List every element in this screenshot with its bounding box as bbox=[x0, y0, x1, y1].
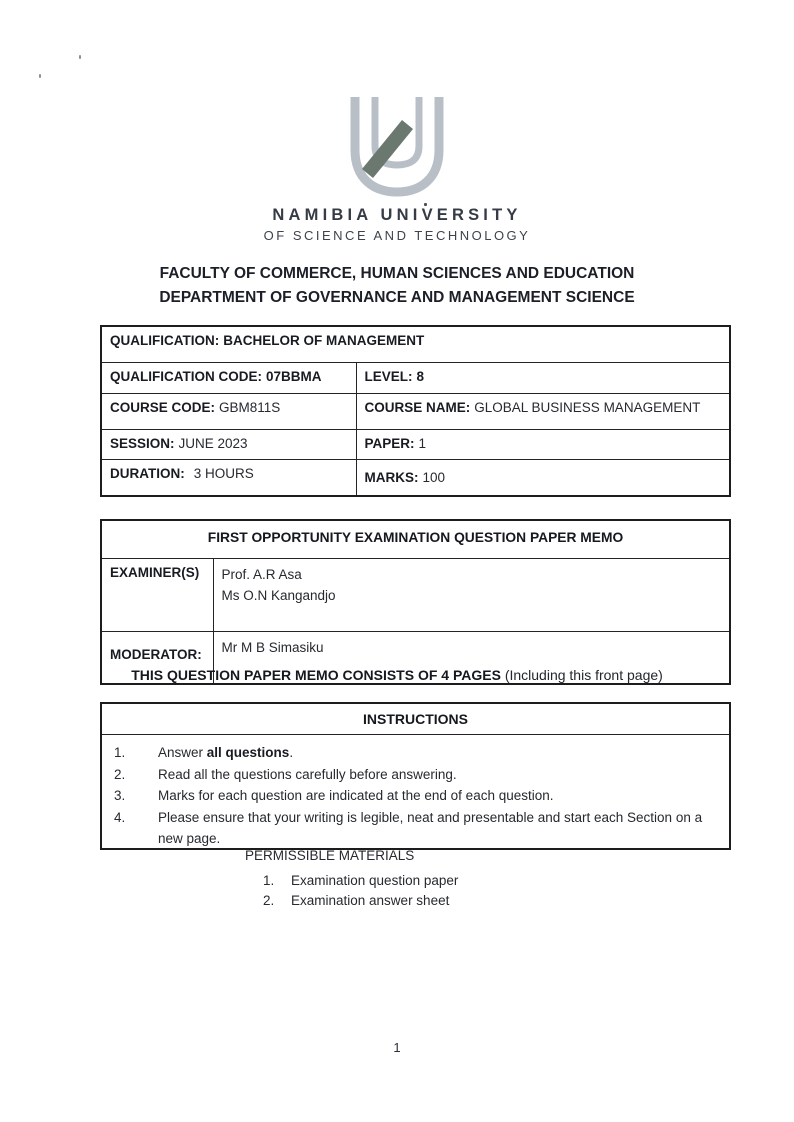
item-number: 1. bbox=[263, 873, 275, 888]
item-text: Read all the questions carefully before answering. bbox=[158, 766, 457, 782]
examiners-value-cell bbox=[213, 559, 730, 632]
qualification-code-label: QUALIFICATION CODE: bbox=[110, 369, 262, 384]
qualification-cell bbox=[101, 326, 730, 363]
qualification-value: BACHELOR OF MANAGEMENT bbox=[223, 333, 425, 348]
table-row bbox=[101, 326, 730, 363]
item-number: 2. bbox=[263, 892, 275, 908]
faculty-heading bbox=[0, 262, 794, 309]
permissible-title: PERMISSIBLE MATERIALS bbox=[245, 848, 415, 863]
permissible-materials bbox=[245, 846, 458, 910]
university-shield-logo bbox=[338, 93, 456, 203]
instructions-box bbox=[100, 702, 731, 850]
table-row bbox=[101, 363, 730, 394]
page-number: 1 bbox=[393, 1040, 401, 1055]
scan-speck bbox=[79, 55, 81, 59]
table-row bbox=[101, 460, 730, 497]
paper-cell bbox=[356, 430, 730, 460]
scan-speck bbox=[39, 74, 41, 78]
course-name-label: COURSE NAME: bbox=[364, 400, 471, 415]
department-line: DEPARTMENT OF GOVERNANCE AND MANAGEMENT SCIENCE bbox=[159, 288, 635, 306]
marks-value: 100 bbox=[422, 470, 446, 485]
list-item bbox=[114, 785, 715, 807]
instructions-list bbox=[102, 735, 729, 850]
permissible-list bbox=[245, 871, 458, 910]
session-cell bbox=[101, 430, 356, 460]
table-row bbox=[101, 520, 730, 559]
duration-value: 3 HOURS bbox=[193, 466, 254, 481]
item-number: 1. bbox=[114, 745, 126, 760]
list-item bbox=[263, 871, 458, 891]
list-item bbox=[263, 891, 458, 911]
exam-table-title: FIRST OPPORTUNITY EXAMINATION QUESTION PAPER MEMO bbox=[101, 520, 730, 559]
level-cell bbox=[356, 363, 730, 394]
item-number: 4. bbox=[114, 809, 126, 825]
list-item bbox=[114, 764, 715, 786]
pages-note bbox=[0, 667, 794, 683]
paper-value: 1 bbox=[418, 436, 427, 451]
item-text: Please ensure that your writing is legible, neat and presentable and start each Section on a new page. bbox=[158, 809, 703, 846]
qualification-code-value: 07BBMA bbox=[266, 369, 322, 384]
session-label: SESSION: bbox=[110, 436, 175, 451]
instructions-title: INSTRUCTIONS bbox=[102, 704, 729, 735]
duration-cell bbox=[101, 460, 356, 497]
level-label: LEVEL: bbox=[364, 369, 413, 384]
pages-note-normal: (Including this front page) bbox=[500, 667, 663, 683]
university-tagline: OF SCIENCE AND TECHNOLOGY bbox=[263, 228, 531, 243]
moderator-label: MODERATOR: bbox=[110, 647, 202, 662]
examiner-name: Prof. A.R Asa bbox=[221, 567, 302, 582]
qualification-label: QUALIFICATION: bbox=[110, 333, 220, 348]
course-info-table bbox=[100, 325, 731, 497]
diagonal-band bbox=[362, 120, 413, 178]
list-item bbox=[114, 807, 715, 850]
faculty-line: FACULTY OF COMMERCE, HUMAN SCIENCES AND EDUCATION bbox=[159, 265, 635, 282]
qualification-code-cell bbox=[101, 363, 356, 394]
table-row bbox=[101, 559, 730, 632]
item-text: Marks for each question are indicated at the end of each question. bbox=[158, 788, 554, 803]
examiner-name: Ms O.N Kangandjo bbox=[221, 588, 336, 603]
item-text: Examination answer sheet bbox=[291, 892, 450, 908]
paper-label: PAPER: bbox=[364, 436, 415, 451]
course-code-cell bbox=[101, 394, 356, 430]
course-name-cell bbox=[356, 394, 730, 430]
list-item bbox=[114, 742, 715, 764]
duration-label: DURATION: bbox=[110, 466, 185, 481]
examiners-label: EXAMINER(S) bbox=[110, 565, 200, 580]
level-value: 8 bbox=[416, 369, 425, 384]
item-number: 3. bbox=[114, 788, 126, 803]
examiners-label-cell bbox=[101, 559, 213, 632]
marks-label: MARKS: bbox=[364, 470, 419, 485]
examiner-table bbox=[100, 519, 731, 685]
pages-note-bold: THIS QUESTION PAPER MEMO CONSISTS OF 4 PAGES bbox=[131, 667, 501, 683]
session-value: JUNE 2023 bbox=[178, 436, 248, 451]
item-text: Answer all questions. bbox=[158, 745, 294, 760]
course-code-value: GBM811S bbox=[219, 400, 281, 415]
item-text: Examination question paper bbox=[291, 873, 459, 888]
table-row bbox=[101, 430, 730, 460]
course-name-value: GLOBAL BUSINESS MANAGEMENT bbox=[474, 400, 701, 415]
table-row bbox=[101, 394, 730, 430]
moderator-name: Mr M B Simasiku bbox=[221, 640, 324, 655]
university-name: NAMIBIA UNIVERSITY bbox=[272, 206, 522, 224]
item-number: 2. bbox=[114, 766, 126, 782]
course-code-label: COURSE CODE: bbox=[110, 400, 216, 415]
marks-cell bbox=[356, 460, 730, 497]
